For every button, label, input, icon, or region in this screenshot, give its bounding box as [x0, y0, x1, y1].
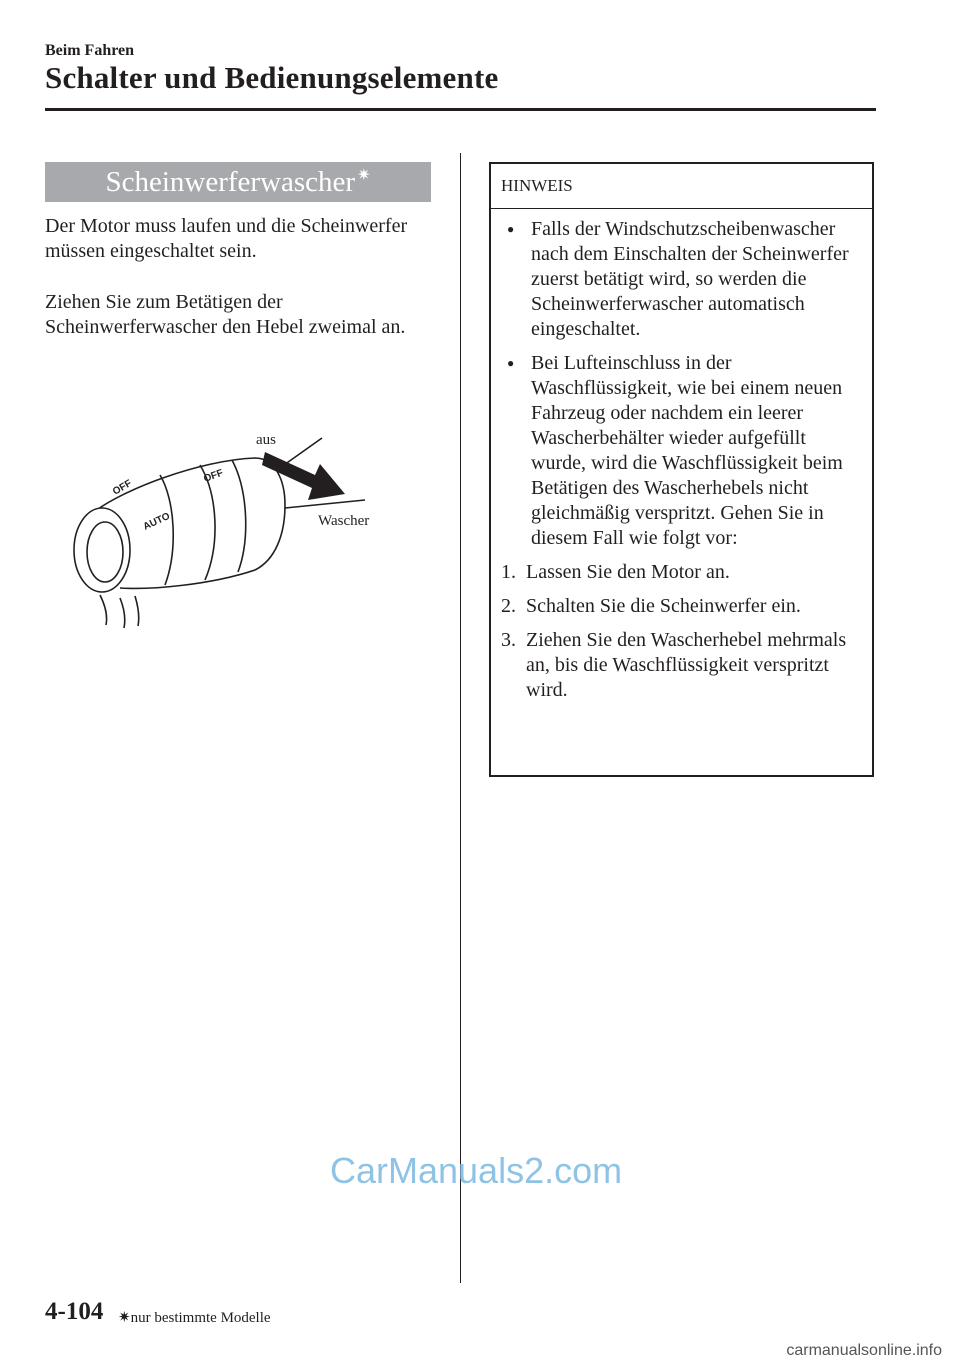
label-off: aus — [256, 432, 276, 448]
switch-label-off-upper: OFF — [202, 467, 225, 485]
bullet-icon: ● — [507, 222, 515, 236]
section-heading — [45, 162, 431, 202]
note-step — [501, 628, 858, 703]
note-step — [501, 594, 858, 619]
note-body — [491, 209, 872, 703]
switch-label-auto: AUTO — [141, 510, 172, 533]
paragraph-2: Ziehen Sie zum Betätigen der Scheinwerferwascher den Hebel zweimal an. — [45, 291, 406, 338]
note-bullet-text: Bei Lufteinschluss in der Waschflüssigkeit, wie bei einem neuen Fahrzeug oder nachdem ein leerer Wascherbehälter wieder aufgefüllt wurde, wird die Waschflüssigkeit beim Betätigen des Wascherhebels nicht gleichmäßig verspritzt. Gehen Sie in diesem Fall wie folgt vor: — [531, 352, 843, 549]
note-step — [501, 560, 858, 585]
chapter-title: Schalter und Bedienungselemente — [45, 60, 499, 95]
section-title: Scheinwerferwascher — [105, 166, 356, 198]
step-text: Lassen Sie den Motor an. — [526, 561, 730, 583]
optional-star-icon: ✷ — [357, 167, 371, 184]
headlight-washer-lever-illustration — [60, 420, 400, 630]
note-title: HINWEIS — [491, 164, 872, 209]
step-number: 2. — [501, 595, 516, 617]
step-text: Schalten Sie die Scheinwerfer ein. — [526, 595, 801, 617]
step-number: 3. — [501, 629, 516, 651]
breadcrumb: Beim Fahren — [45, 42, 135, 59]
footnote-star-icon: ✷ — [118, 1310, 131, 1326]
step-number: 1. — [501, 561, 516, 583]
note-bullet — [501, 351, 858, 551]
lever-cap — [74, 508, 130, 592]
step-text: Ziehen Sie den Wascherhebel mehrmals an, bis die Waschflüssigkeit verspritzt wird. — [526, 629, 847, 701]
note-bullet — [501, 217, 858, 342]
bottom-watermark: carmanualsonline.info — [786, 1342, 942, 1359]
guide-line-bottom — [285, 500, 365, 508]
header-rule — [45, 108, 876, 111]
paragraph-1: Der Motor muss laufen und die Scheinwerfer müssen eingeschaltet sein. — [45, 215, 408, 262]
label-washer: Wascher — [318, 513, 370, 529]
column-divider — [460, 153, 461, 1283]
footnote — [118, 1308, 271, 1327]
watermark: CarManuals2.com — [330, 1150, 623, 1191]
hand-lines — [100, 595, 139, 628]
bullet-icon: ● — [507, 356, 515, 370]
note-bullet-text: Falls der Windschutzscheibenwascher nach dem Einschalten der Scheinwerfer zuerst betätigt wird, so werden die Scheinwerferwascher automatisch eingeschaltet. — [531, 218, 849, 340]
switch-label-off-lower: OFF — [111, 478, 134, 498]
page-number: 4-104 — [45, 1298, 104, 1325]
note-box — [489, 162, 874, 777]
footnote-text: nur bestimmte Modelle — [130, 1310, 271, 1326]
